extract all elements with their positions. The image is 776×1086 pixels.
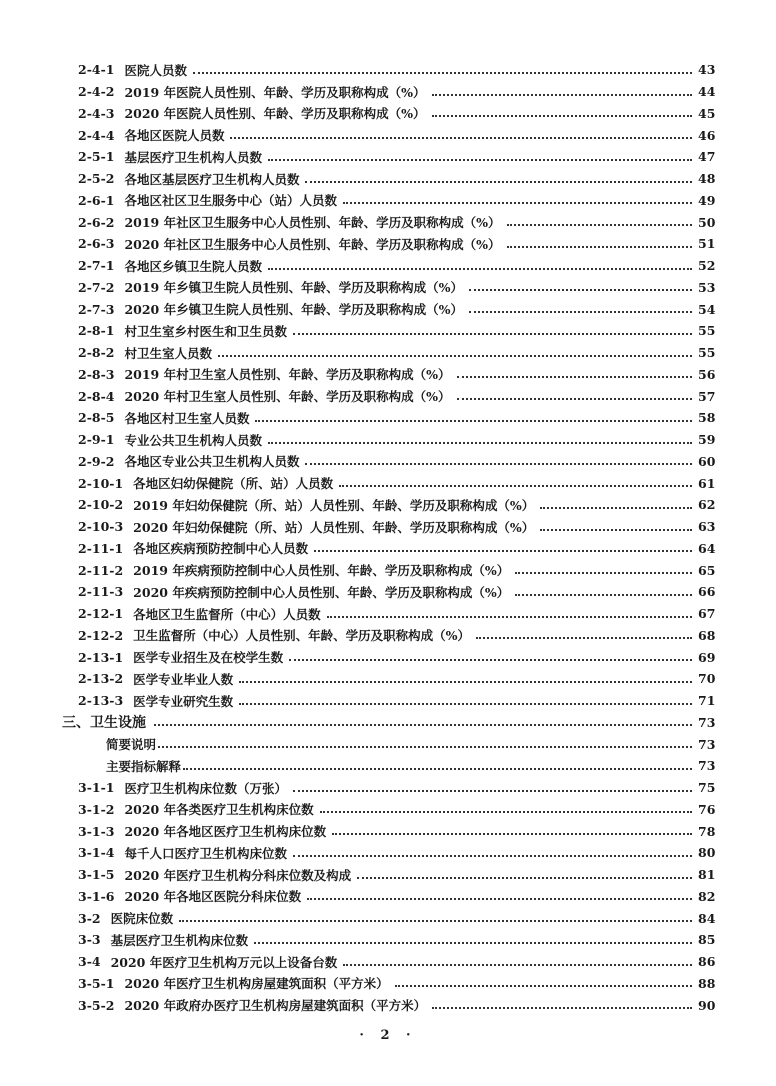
dot-leader	[327, 616, 692, 618]
dot-leader	[432, 94, 693, 96]
toc-entry[interactable]	[0, 929, 776, 951]
dot-leader	[307, 898, 692, 900]
toc-entry-title: 每千人口医疗卫生机构床位数	[124, 845, 287, 861]
toc-entry[interactable]	[0, 646, 776, 668]
toc-entry[interactable]	[0, 820, 776, 842]
toc-entry[interactable]	[0, 973, 776, 995]
toc-entry-page: 55	[698, 323, 716, 339]
toc-entry-page: 47	[698, 149, 716, 165]
toc-entry-code: 2-11-3	[78, 584, 124, 600]
toc-entry-title: 医学专业招生及在校学生数	[133, 650, 284, 666]
dot-leader	[357, 877, 692, 879]
toc-entry[interactable]	[0, 733, 776, 755]
toc-entry-title: 2019 年医院人员性别、年龄、学历及职称构成（%）	[124, 84, 426, 100]
dot-leader	[457, 376, 693, 378]
dot-leader	[239, 703, 692, 705]
toc-entry-title: 各地区基层医疗卫生机构人员数	[124, 171, 300, 187]
toc-entry-code: 2-4-2	[78, 84, 115, 100]
toc-entry-title: 各地区卫生监督所（中心）人员数	[133, 606, 321, 622]
toc-entry[interactable]	[0, 364, 776, 386]
toc-entry-title: 2020 年医疗卫生机构万元以上设备台数	[110, 954, 338, 970]
dot-leader	[193, 72, 692, 74]
toc-entry-title: 2019 年村卫生室人员性别、年龄、学历及职称构成（%）	[124, 367, 451, 383]
toc-entry-code: 2-6-1	[78, 192, 115, 208]
toc-entry-code: 3-1-3	[78, 823, 115, 839]
dot-leader	[343, 964, 692, 966]
dot-leader	[320, 811, 692, 813]
dot-leader	[507, 224, 693, 226]
toc-entry-title: 2020 年村卫生室人员性别、年龄、学历及职称构成（%）	[124, 389, 451, 405]
toc-entry-code: 3-1-4	[78, 845, 115, 861]
toc-entry-page: 76	[698, 801, 716, 817]
toc-entry-page: 49	[698, 192, 716, 208]
toc-entry-title: 2020 年妇幼保健院（所、站）人员性别、年龄、学历及职称构成（%）	[133, 519, 535, 535]
toc-entry[interactable]	[0, 559, 776, 581]
dot-leader	[515, 594, 692, 596]
toc-entry-title: 各地区妇幼保健院（所、站）人员数	[133, 476, 334, 492]
toc-entry-code: 2-9-2	[78, 453, 115, 469]
toc-entry-title: 医院床位数	[110, 911, 174, 927]
toc-entry-page: 73	[698, 758, 716, 774]
toc-entry-page: 85	[698, 932, 716, 948]
toc-entry-page: 48	[698, 171, 716, 187]
toc-entry-page: 64	[698, 540, 716, 556]
toc-entry-page: 54	[698, 301, 716, 317]
toc-entry-code: 2-11-1	[78, 540, 124, 556]
page-number: · 2 ·	[359, 1028, 417, 1043]
dot-leader	[255, 420, 692, 422]
toc-entry-page: 75	[698, 780, 716, 796]
toc-entry-code: 3-5-1	[78, 975, 115, 991]
dot-leader	[293, 855, 692, 857]
toc-entry[interactable]	[0, 103, 776, 125]
toc-entry-title: 村卫生室人员数	[124, 345, 212, 361]
dot-leader	[476, 637, 692, 639]
toc-entry-page: 55	[698, 345, 716, 361]
toc-entry-code: 三、	[62, 715, 90, 732]
toc-entry-title: 基层医疗卫生机构人员数	[124, 149, 262, 165]
toc-entry-title: 2019 年妇幼保健院（所、站）人员性别、年龄、学历及职称构成（%）	[133, 497, 535, 513]
toc-entry-page: 67	[698, 606, 716, 622]
toc-entry-code: 2-9-1	[78, 432, 115, 448]
toc-entry-code: 3-1-6	[78, 888, 115, 904]
toc-entry-page: 51	[698, 236, 716, 252]
toc-entry-page: 65	[698, 562, 716, 578]
toc-entry-code: 2-7-2	[78, 279, 115, 295]
toc-entry[interactable]	[0, 842, 776, 864]
dot-leader	[179, 920, 692, 922]
toc-entry-title: 2020 年各地区医疗卫生机构床位数	[124, 824, 327, 840]
dot-leader	[254, 942, 692, 944]
dot-leader	[469, 289, 692, 291]
toc-entry-code: 2-13-3	[78, 693, 124, 709]
toc-entry-page: 81	[698, 867, 716, 883]
dot-leader	[457, 398, 693, 400]
toc-entry-page: 53	[698, 279, 716, 295]
dot-leader	[507, 246, 693, 248]
dot-leader	[540, 507, 692, 509]
toc-entry-code: 2-4-1	[78, 62, 115, 78]
toc-entry[interactable]	[0, 755, 776, 777]
toc-entry-page: 90	[698, 997, 716, 1013]
toc-entry-code: 2-8-4	[78, 388, 115, 404]
toc-entry-title: 各地区村卫生室人员数	[124, 410, 250, 426]
toc-entry-page: 73	[698, 736, 716, 752]
dot-leader	[268, 159, 692, 161]
toc-entry[interactable]	[0, 146, 776, 168]
toc-entry-title: 基层医疗卫生机构床位数	[110, 932, 249, 948]
toc-entry[interactable]	[0, 385, 776, 407]
toc-entry[interactable]	[0, 451, 776, 473]
toc-entry[interactable]	[0, 690, 776, 712]
toc-entry[interactable]	[0, 407, 776, 429]
dot-leader	[343, 202, 692, 204]
toc-entry[interactable]	[0, 190, 776, 212]
toc-entry-title: 各地区专业公共卫生机构人员数	[124, 454, 300, 470]
toc-entry-title: 2020 年各地区医院分科床位数	[124, 889, 302, 905]
toc-entry-code: 2-4-3	[78, 105, 115, 121]
toc-entry-code: 2-10-3	[78, 519, 124, 535]
toc-entry-page: 56	[698, 366, 716, 382]
toc-entry-title: 医学专业研究生数	[133, 693, 234, 709]
toc-entry[interactable]	[0, 124, 776, 146]
dot-leader	[339, 485, 692, 487]
toc-entry[interactable]	[0, 168, 776, 190]
toc-entry[interactable]	[0, 886, 776, 908]
toc-entry-title: 专业公共卫生机构人员数	[124, 432, 262, 448]
dot-leader	[515, 572, 692, 574]
toc-entry[interactable]	[0, 255, 776, 277]
toc-entry-page: 59	[698, 432, 716, 448]
toc-entry-title: 村卫生室乡村医生和卫生员数	[124, 323, 287, 339]
toc-entry[interactable]	[0, 516, 776, 538]
toc-entry-code: 2-4-4	[78, 127, 115, 143]
toc-entry-title: 各地区乡镇卫生院人员数	[124, 258, 262, 274]
dot-leader	[432, 1007, 692, 1009]
toc-entry[interactable]	[0, 603, 776, 625]
toc-entry-code: 3-1-2	[78, 801, 115, 817]
toc-entry-page: 63	[698, 519, 716, 535]
dot-leader	[293, 790, 692, 792]
toc-entry-code: 2-13-2	[78, 671, 124, 687]
dot-leader	[293, 333, 692, 335]
toc-entry-code: 3-5-2	[78, 997, 115, 1013]
toc-entry-page: 62	[698, 497, 716, 513]
toc-entry-page: 70	[698, 671, 716, 687]
toc-entry-page: 60	[698, 453, 716, 469]
toc-entry[interactable]	[0, 994, 776, 1016]
toc-entry-page: 43	[698, 62, 716, 78]
toc-entry[interactable]	[0, 712, 776, 734]
toc-entry-page: 68	[698, 627, 716, 643]
toc-entry-title: 2020 年政府办医疗卫生机构房屋建筑面积（平方米）	[124, 998, 427, 1014]
toc-entry-code: 2-13-1	[78, 649, 124, 665]
toc-entry-title: 卫生设施	[90, 715, 146, 732]
toc-entry-page: 82	[698, 888, 716, 904]
toc-entry-page: 57	[698, 388, 716, 404]
toc-entry-title: 医学专业毕业人数	[133, 671, 234, 687]
toc-entry-page: 66	[698, 584, 716, 600]
toc-entry[interactable]	[0, 277, 776, 299]
toc-entry-code: 2-11-2	[78, 562, 124, 578]
dot-leader	[218, 355, 692, 357]
toc-entry-code: 2-10-1	[78, 475, 124, 491]
toc-entry-title: 各地区疾病预防控制中心人员数	[133, 541, 309, 557]
toc-entry-title: 2020 年乡镇卫生院人员性别、年龄、学历及职称构成（%）	[124, 302, 463, 318]
toc-entry-page: 84	[698, 910, 716, 926]
toc-entry-page: 58	[698, 410, 716, 426]
toc-entry-title: 医院人员数	[124, 62, 187, 78]
toc-entry-code: 2-8-2	[78, 345, 115, 361]
dot-leader	[158, 746, 692, 748]
toc-entry-title: 2019 年疾病预防控制中心人员性别、年龄、学历及职称构成（%）	[133, 563, 510, 579]
toc-entry[interactable]	[0, 233, 776, 255]
toc-entry-page: 73	[698, 714, 716, 730]
toc-entry-code: 2-8-3	[78, 366, 115, 382]
toc-entry-code: 2-7-1	[78, 258, 115, 274]
table-of-contents	[0, 59, 776, 1016]
toc-entry-code: 3-1-5	[78, 867, 115, 883]
toc-entry[interactable]	[0, 538, 776, 560]
toc-entry-code: 3-1-1	[78, 780, 115, 796]
toc-entry[interactable]	[0, 951, 776, 973]
toc-entry[interactable]	[0, 211, 776, 233]
dot-leader	[305, 181, 692, 183]
toc-entry-title: 2020 年医疗卫生机构房屋建筑面积（平方米）	[124, 976, 389, 992]
toc-entry-code: 2-6-3	[78, 236, 115, 252]
toc-entry-title: 各地区医院人员数	[124, 128, 225, 144]
toc-entry-code: 2-8-1	[78, 323, 115, 339]
toc-entry-code: 2-12-2	[78, 627, 124, 643]
toc-entry-title: 2020 年社区卫生服务中心人员性别、年龄、学历及职称构成（%）	[124, 236, 501, 252]
dot-leader	[230, 137, 692, 139]
toc-entry-page: 50	[698, 214, 716, 230]
toc-entry-page: 78	[698, 823, 716, 839]
toc-entry[interactable]	[0, 864, 776, 886]
toc-entry[interactable]	[0, 907, 776, 929]
toc-entry[interactable]	[0, 472, 776, 494]
toc-entry-code: 2-7-3	[78, 301, 115, 317]
toc-entry-code: 2-5-2	[78, 171, 115, 187]
dot-leader	[154, 724, 692, 726]
toc-entry-title: 2019 年社区卫生服务中心人员性别、年龄、学历及职称构成（%）	[124, 215, 501, 231]
toc-entry-page: 46	[698, 127, 716, 143]
toc-entry-code: 3-3	[78, 932, 101, 948]
toc-entry-title: 2020 年医疗卫生机构分科床位数及构成	[124, 867, 352, 883]
toc-entry[interactable]	[0, 342, 776, 364]
toc-entry[interactable]	[0, 494, 776, 516]
dot-leader	[183, 768, 692, 770]
toc-entry-title: 各地区社区卫生服务中心（站）人员数	[124, 193, 337, 209]
toc-entry[interactable]	[0, 625, 776, 647]
toc-entry[interactable]	[0, 581, 776, 603]
toc-entry-page: 86	[698, 954, 716, 970]
dot-leader	[268, 442, 692, 444]
dot-leader	[540, 529, 692, 531]
toc-entry-page: 80	[698, 845, 716, 861]
toc-entry-code: 2-10-2	[78, 497, 124, 513]
toc-entry-title: 2019 年乡镇卫生院人员性别、年龄、学历及职称构成（%）	[124, 280, 463, 296]
toc-entry[interactable]	[0, 59, 776, 81]
toc-entry[interactable]	[0, 668, 776, 690]
dot-leader	[469, 311, 692, 313]
toc-entry-title: 2020 年医院人员性别、年龄、学历及职称构成（%）	[124, 106, 426, 122]
toc-entry-title: 2020 年各类医疗卫生机构床位数	[124, 802, 314, 818]
toc-entry-page: 52	[698, 258, 716, 274]
dot-leader	[314, 550, 692, 552]
dot-leader	[289, 659, 692, 661]
toc-entry-page: 44	[698, 84, 716, 100]
toc-entry-title: 2020 年疾病预防控制中心人员性别、年龄、学历及职称构成（%）	[133, 584, 510, 600]
toc-entry-page: 69	[698, 649, 716, 665]
toc-entry[interactable]	[0, 777, 776, 799]
toc-entry-code: 2-5-1	[78, 149, 115, 165]
toc-entry-title: 主要指标解释	[106, 758, 182, 774]
dot-leader	[395, 985, 692, 987]
toc-entry-code: 3-2	[78, 910, 101, 926]
toc-entry-code: 2-12-1	[78, 606, 124, 622]
dot-leader	[332, 833, 692, 835]
toc-entry-page: 61	[698, 475, 716, 491]
dot-leader	[305, 463, 692, 465]
dot-leader	[268, 268, 692, 270]
dot-leader	[239, 681, 692, 683]
toc-entry[interactable]	[0, 429, 776, 451]
toc-entry-title: 医疗卫生机构床位数（万张）	[124, 780, 287, 796]
toc-entry-code: 2-6-2	[78, 214, 115, 230]
toc-entry-page: 71	[698, 693, 716, 709]
toc-entry[interactable]	[0, 320, 776, 342]
toc-entry[interactable]	[0, 799, 776, 821]
dot-leader	[432, 115, 693, 117]
toc-entry-title: 卫生监督所（中心）人员性别、年龄、学历及职称构成（%）	[133, 628, 471, 644]
toc-entry-page: 88	[698, 975, 716, 991]
toc-entry-code: 3-4	[78, 954, 101, 970]
toc-entry-title: 简要说明	[106, 737, 157, 753]
toc-entry[interactable]	[0, 81, 776, 103]
toc-entry[interactable]	[0, 298, 776, 320]
toc-entry-code: 2-8-5	[78, 410, 115, 426]
toc-entry-page: 45	[698, 105, 716, 121]
